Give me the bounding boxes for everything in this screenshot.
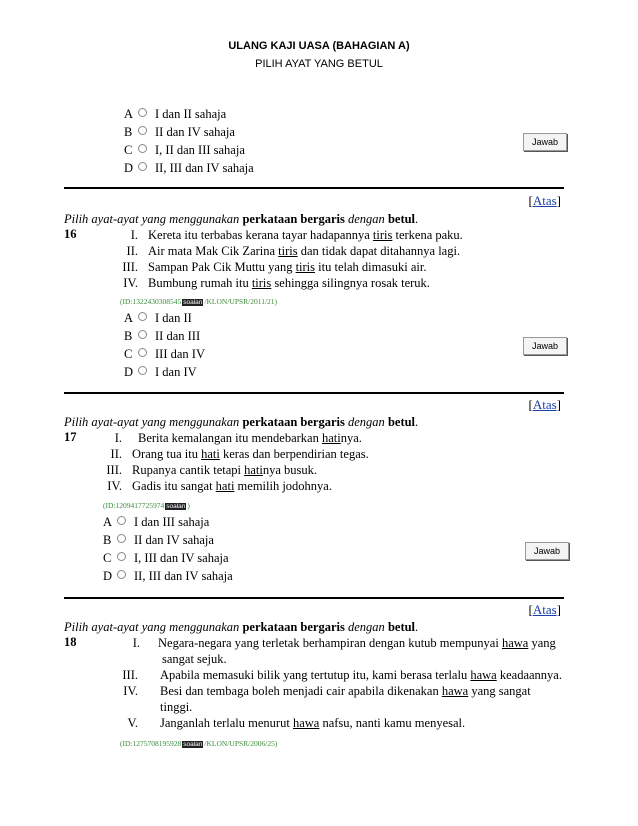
question-number: 17 [64, 430, 77, 444]
option-a[interactable]: A I dan II sahaja [124, 107, 227, 121]
answer-button[interactable]: Jawab [523, 337, 567, 355]
instruction: Pilih ayat-ayat yang menggunakan perkataan bergaris dengan betul. [64, 212, 419, 226]
page-title: ULANG KAJI UASA (BAHAGIAN A) [228, 40, 410, 52]
answer-button[interactable]: Jawab [525, 542, 569, 560]
soalan-badge: soalan [183, 299, 203, 306]
option-d[interactable]: D II, III dan IV sahaja [103, 569, 233, 583]
option-d[interactable]: D I dan IV [124, 365, 197, 379]
radio-button[interactable] [138, 330, 147, 339]
option-b[interactable]: B II dan III [124, 329, 201, 343]
question-id: (ID:1275708195928 soalan /KLON/UPSR/2006/25) [120, 739, 278, 748]
radio-button[interactable] [138, 126, 147, 135]
top-link[interactable]: [Atas] [528, 193, 561, 208]
divider [64, 392, 564, 394]
radio-button[interactable] [138, 366, 147, 375]
option-c[interactable]: C I, II dan III sahaja [124, 143, 245, 157]
divider [64, 187, 564, 189]
radio-button[interactable] [117, 552, 126, 561]
question-number: 16 [64, 227, 77, 241]
option-c[interactable]: C III dan IV [124, 347, 205, 361]
radio-button[interactable] [138, 162, 147, 171]
question-id: (ID:1209417725974 soalan ) [103, 501, 190, 510]
instruction: Pilih ayat-ayat yang menggunakan perkataan bergaris dengan betul. [64, 620, 419, 634]
radio-button[interactable] [138, 108, 147, 117]
divider [64, 597, 564, 599]
option-a[interactable]: A I dan III sahaja [103, 515, 210, 529]
radio-button[interactable] [138, 144, 147, 153]
radio-button[interactable] [138, 312, 147, 321]
answer-button[interactable]: Jawab [523, 133, 567, 151]
top-link[interactable]: [Atas] [528, 397, 561, 412]
option-d[interactable]: D II, III dan IV sahaja [124, 161, 254, 175]
instruction: Pilih ayat-ayat yang menggunakan perkataan bergaris dengan betul. [64, 415, 419, 429]
question-id: (ID:1322430308545 soalan /KLON/UPSR/2011/21) [120, 297, 278, 306]
option-b[interactable]: B II dan IV sahaja [103, 533, 214, 547]
question-number: 18 [64, 635, 77, 649]
option-c[interactable]: C I, III dan IV sahaja [103, 551, 229, 565]
top-link[interactable]: [Atas] [528, 602, 561, 617]
page-subtitle: PILIH AYAT YANG BETUL [255, 58, 383, 70]
option-a[interactable]: A I dan II [124, 311, 192, 325]
soalan-badge: soalan [166, 503, 186, 510]
radio-button[interactable] [117, 570, 126, 579]
radio-button[interactable] [138, 348, 147, 357]
option-b[interactable]: B II dan IV sahaja [124, 125, 235, 139]
radio-button[interactable] [117, 516, 126, 525]
soalan-badge: soalan [183, 741, 203, 748]
radio-button[interactable] [117, 534, 126, 543]
